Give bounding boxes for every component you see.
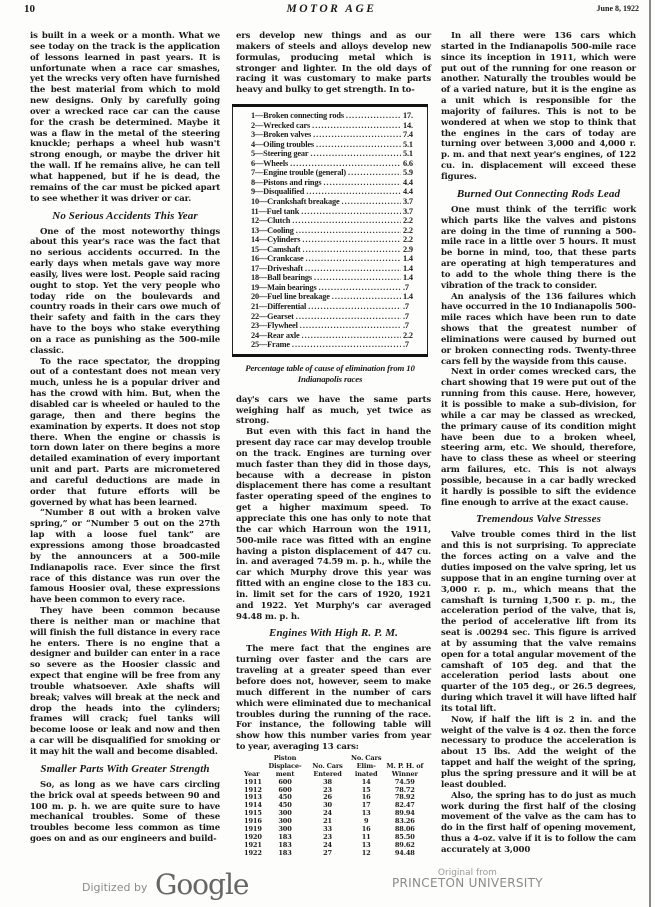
dot-leader (310, 149, 401, 159)
table-row (251, 264, 423, 274)
col-header-cars-entered: No. Cars Entered (312, 761, 343, 778)
year-cell: 1911 (244, 777, 262, 786)
dot-leader (292, 340, 401, 350)
cars-entered-cell: 21 (323, 817, 332, 826)
year-cell: 1922 (244, 848, 262, 857)
mph-cell: 78.72 (394, 785, 415, 794)
table-row (251, 121, 423, 131)
cars-eliminated-cell: 15 (361, 785, 371, 794)
cause-label: 3—Broken valves (251, 130, 312, 140)
page-number: 10 (24, 3, 35, 15)
cause-label: 13—Cooling (251, 225, 294, 235)
table-row (251, 283, 423, 293)
displacement-cell: 183 (278, 840, 292, 849)
cause-label: 25—Frame (251, 340, 290, 350)
table-row (251, 130, 423, 140)
percentage-value: 6.6 (403, 158, 413, 168)
original-from-watermark (392, 868, 543, 888)
cause-label: 11—Fuel tank (251, 206, 300, 216)
year-cell: 1919 (244, 825, 262, 834)
percentage-value: 5.1 (403, 149, 413, 159)
cause-label: 8—Pistons and rings (251, 177, 322, 187)
paragraph: In all there were 136 cars which started in the Indianapolis 500-mile race since its inception in 1911, which were put out of the running for one reason or another. Naturally the troubles would be of a varied nature, but it is the engine as a unit which is responsible for the majority of failures. This is not to be wondered at when we stop to think that the engines in the cars of today are turning over between 3,000 and 4,000 r. p. m. and that next year's engines, of 122 cu. in. displacement will exceed these figures. (441, 31, 636, 182)
displacement-cell: 600 (278, 777, 292, 786)
paragraph: One must think of the terrific work which parts like the valves and pistons are doing in the time of running a 500-mile race in a little over 5 hours. It must be borne in mind, too, that these parts are operating at high temperatures and to add to the whole thing there is the vibration of the track to consider. (441, 204, 636, 291)
cause-label: 20—Fuel line breakage (251, 292, 330, 302)
year-cell: 1913 (244, 793, 262, 802)
percentage-value: .7 (403, 302, 409, 311)
mph-cell: 74.59 (394, 777, 415, 786)
cause-label: 6—Wheels (251, 158, 289, 168)
cars-entered-cell: 38 (323, 777, 332, 786)
percentage-value: .7 (403, 340, 409, 350)
cause-label: 15—Camshaft (251, 244, 301, 254)
col-header-year: Year (244, 769, 260, 778)
paragraph: Also, the spring has to do just as much work during the first half of the closing movement of the valve as the cam has to do in the first half of opening movement, thus a 4-oz. valve if it is to follow the cam accurately at 3,000 (441, 790, 636, 855)
paragraph: The mere fact that the engines are turning over faster and the cars are traveling at a greater speed than ever before does not, however, seem to make much different in the number of cars which were eliminated due to mechanical troubles during the running of the race. For instance, the following table will show how this number varies from year to year, averaging 13 cars: (236, 644, 431, 753)
percentage-value: 4.4 (403, 177, 413, 187)
dot-leader (303, 245, 401, 255)
dot-leader (319, 283, 401, 293)
percentage-value: 2.2 (403, 216, 413, 226)
percentage-value: 5.9 (403, 168, 413, 178)
paragraph: An analysis of the 136 failures which have occurred in the 10 Indianapolis 500-mile races which have been run to date shows that the greatest number of eliminations were caused by burned out or broken connecting rods. Twenty-three cars fell by the wayside from this cause. (441, 291, 636, 367)
cause-label: 2—Wrecked cars (251, 120, 311, 130)
cars-eliminated-cell: 16 (361, 825, 371, 834)
cause-label: 4—Oiling troubles (251, 139, 314, 149)
col-header-cars-eliminated: No. Cars Elim-inated (350, 753, 382, 778)
cars-eliminated-cell: 16 (361, 793, 371, 802)
table-row (251, 149, 423, 159)
mph-cell: 85.50 (394, 832, 415, 841)
percentage-value: 1.4 (403, 292, 413, 302)
subheading-no-serious-accidents: No Serious Accidents This Year (52, 209, 198, 222)
original-from-text: Original from (437, 868, 497, 878)
cause-label: 24—Rear axle (251, 330, 300, 340)
subheading-engines-high-rpm: Engines With High R. P. M. (269, 627, 398, 640)
cause-label: 16—Crankcase (251, 254, 304, 264)
table-row (251, 235, 423, 245)
table-row (251, 187, 423, 197)
table-row (251, 111, 423, 121)
paragraph: Next in order comes wrecked cars, the chart showing that 19 were put out of the running from this cause. Here, however, it is possible to make a sub-division, for while a car may be classed as wrecked, the primary cause of its condition might have been due to a broken wheel, steering arm, etc. We should, therefore, have to class these as wheel or steering arm failures, etc. This is not always possible, because in a car badly wrecked it hardly is possible to sift the evidence fine enough to arrive at the exact cause. (441, 367, 636, 508)
percentage-value: 17. (403, 111, 413, 121)
cars-entered-cell: 24 (323, 840, 332, 849)
paragraph: ers develop new things and as our makers of steels and alloys develop new formulas, producing metal which is stronger and lighter. In the old days of racing it was customary to make parts heavy and bulky to get strength. In to- (236, 31, 431, 96)
mph-cell: 83.26 (394, 817, 415, 826)
google-logo-text: Google (154, 868, 249, 901)
table-row (251, 331, 423, 341)
percentage-value: 3.7 (403, 206, 413, 216)
percentage-value: 3.7 (403, 196, 413, 206)
table-row (251, 273, 423, 283)
cars-eliminated-cell: 13 (361, 809, 371, 818)
cause-label: 18—Ball bearings (251, 273, 312, 283)
displacement-cell: 183 (278, 848, 292, 857)
percentage-value: 14. (403, 120, 413, 130)
percentage-value: 1.4 (403, 254, 413, 264)
table-body (232, 107, 428, 354)
cause-label: 19—Main bearings (251, 282, 317, 292)
cause-label: 1—Broken connecting rods (251, 111, 344, 121)
mph-cell: 89.94 (394, 809, 415, 818)
table-row (251, 245, 423, 255)
percentage-value: 5.1 (403, 139, 413, 149)
paragraph: To the race spectator, the dropping out of a contestant does not mean very much, unless he is a popular driver and has the crowd with him. But, when the disabled car is wheeled or hauled to the garage, then and there begins the examination by experts. It does not stop there. When the engine or chassis is torn down later on there begins a more detailed examination of every important unit and part. Parts are micrometered and careful deductions are made in order that future efforts will be governed by what has been learned. (30, 356, 220, 508)
percentage-value: 2.2 (403, 235, 413, 245)
cars-entered-cell: 26 (323, 793, 332, 802)
table-row (251, 321, 423, 331)
cars-entered-cell: 27 (323, 848, 332, 857)
cars-eliminated-cell: 14 (361, 777, 371, 786)
table-caption: Percentage table of cause of elimination from 10 Indianapolis races (245, 362, 415, 384)
dot-leader (323, 178, 401, 188)
dot-leader (312, 121, 401, 131)
dot-leader (332, 292, 401, 302)
percentage-value: .7 (403, 321, 409, 331)
cars-entered-cell: 30 (323, 801, 332, 810)
paragraph: They have been common because there is neither man or machine that will finish the full distance in every race he enters. There is no engine that a designer and builder can enter in a race so severe as the Hoosier classic and expect that engine will be free from any trouble whatsoever. Axle shafts will break; valves will break at the neck and drop the heads into the cylinders; frames will crack; fuel tanks will become loose or leak and now and then a car will be disqualified for smoking or it may hit the wall and become disabled. (30, 606, 220, 757)
table-row (251, 302, 423, 312)
displacement-cell: 300 (278, 825, 292, 834)
table-row (236, 850, 424, 858)
percentage-value: 1.4 (403, 273, 413, 283)
paragraph: is built in a week or a month. What we see today on the track is the application of lessons learned in past years. It is unfortunate when a race car smashes, yet the wrecks very often have furnished the best material from which to mold new designs. Only by carefully going over a wrecked race car can the cause for the crash be determined. Maybe it was a flaw in the metal of the steering knuckle; perhaps a wheel hub wasn't strong enough, or maybe the driver hit the wall. If he remains alive, he can tell what happened, but if he is dead, the remains of the car must be picked apart to see whether it was driver or car. (30, 31, 220, 204)
paragraph: day's cars we have the same parts weighing half as much, yet twice as strong. (236, 394, 431, 427)
digitized-by-google-watermark (82, 868, 248, 901)
page-edge-line (649, 0, 651, 907)
dot-leader (313, 130, 401, 140)
cause-label: 12—Clutch (251, 216, 291, 226)
cause-label: 5—Steering gear (251, 149, 309, 159)
cause-label: 14—Cylinders (251, 235, 301, 245)
percentage-value: 2.9 (403, 244, 413, 254)
mph-cell: 94.48 (394, 848, 415, 857)
year-cell: 1914 (244, 801, 262, 810)
column-3 (441, 31, 636, 856)
dot-leader (301, 207, 401, 217)
column-2 (236, 31, 431, 858)
cars-eliminated-cell: 11 (361, 832, 371, 841)
column-1 (30, 31, 220, 845)
publication-title: MOTOR AGE (286, 3, 377, 15)
year-cell: 1921 (244, 840, 262, 849)
table-row (251, 168, 423, 178)
table-row (251, 216, 423, 226)
dot-leader (296, 226, 401, 236)
percentage-value: 7.4 (403, 130, 413, 140)
table-row (251, 140, 423, 150)
cars-entered-cell: 33 (323, 825, 332, 834)
mph-cell: 78.92 (394, 793, 415, 802)
yearly-race-table (236, 755, 424, 858)
percentage-value: 2.2 (403, 330, 413, 340)
table-row (251, 226, 423, 236)
year-cell: 1916 (244, 817, 262, 826)
displacement-cell: 450 (278, 793, 292, 802)
table-row (251, 197, 423, 207)
table-bottom-rule (232, 354, 428, 357)
dot-leader (290, 159, 401, 169)
col-header-displacement: Piston Displace-ment (268, 753, 302, 778)
table-row (251, 159, 423, 169)
paragraph: “Number 8 out with a broken valve spring,” or “Number 5 out on the 27th lap with a loose fuel tank” are expressions among those broadcasted by the announcers at a 500-mile Indianapolis race. Ever since the first race of this distance was run over the famous Hoosier oval, these expressions have been common to every race. (30, 508, 220, 606)
cause-label: 17—Driveshaft (251, 263, 303, 273)
cause-label: 23—Flywheel (251, 321, 298, 331)
mph-cell: 82.47 (394, 801, 415, 810)
displacement-cell: 600 (278, 785, 292, 794)
year-cell: 1912 (244, 785, 262, 794)
displacement-cell: 183 (278, 832, 292, 841)
year-cell: 1915 (244, 809, 262, 818)
cars-eliminated-cell: 9 (363, 817, 369, 826)
percentage-value: .7 (403, 311, 409, 321)
cause-label: 21—Differential (251, 302, 307, 311)
dot-leader (348, 168, 401, 178)
dot-leader (316, 140, 401, 150)
table-row (251, 312, 423, 322)
running-header (24, 3, 639, 19)
dot-leader (306, 254, 401, 264)
cars-eliminated-cell: 12 (361, 848, 371, 857)
university-text: PRINCETON UNIVERSITY (392, 876, 543, 890)
table-header-row (236, 755, 424, 779)
table-row (251, 207, 423, 217)
paragraph: One of the most noteworthy things about this year's race was the fact that no serious accidents occurred. In the early days when metals gave way more easily, lives were lost. People said racing ought to stop. Yet the very people who today ride on the boulevards and country roads in their cars owe much of their safety and faith in the cars they have to the boys who stake everything on a race as punishing as the 500-mile classic. (30, 226, 220, 356)
dot-leader (292, 216, 401, 226)
issue-date: June 8, 1922 (596, 4, 639, 13)
mph-cell: 89.62 (394, 840, 415, 849)
mph-cell: 88.06 (394, 825, 415, 834)
paragraph: Valve trouble comes third in the list and this is not surprising. To appreciate the forces acting on a valve and the duties imposed on the valve spring, let us suppose that in an engine turning over at 3,000 r. p. m., which means that the camshaft is turning 1,500 r. p. m., the acceleration period of the valve, that is, the period of accelerative lift from its seat is .00294 sec. This figure is arrived at by assuming that the valve remains open for a total angular movement of the camshaft of 105 deg. and that the acceleration period lasts about one quarter of the 105 deg., or 26.5 degrees, during which travel it will have lifted half its total lift. (441, 530, 636, 714)
percentage-value: .7 (403, 282, 409, 292)
cars-eliminated-cell: 17 (361, 801, 371, 810)
cars-entered-cell: 24 (323, 809, 332, 818)
cause-label: 22—Gearset (251, 311, 294, 321)
subheading-burned-out-rods: Burned Out Connecting Rods Lead (456, 187, 621, 200)
cause-label: 9—Disqualified (251, 187, 305, 197)
displacement-cell: 300 (278, 817, 292, 826)
subheading-valve-stresses: Tremendous Valve Stresses (476, 513, 601, 526)
elimination-percentage-table (232, 104, 428, 385)
cars-eliminated-cell: 13 (361, 840, 371, 849)
dot-leader (306, 187, 401, 197)
year-cell: 1920 (244, 832, 262, 841)
paragraph: So, as long as we have cars circling the brick oval at speeds between 90 and 100 m. p. h. we are quite sure to have mechanical troubles. Some of these troubles become less common as time goes on and as our engineers and build- (30, 779, 220, 845)
percentage-value: 1.4 (403, 263, 413, 273)
dot-leader (302, 235, 401, 245)
dot-leader (302, 331, 401, 341)
dot-leader (300, 321, 401, 331)
table-row (251, 178, 423, 188)
col-header-mph-winner: M. P. H. of Winner (386, 761, 424, 778)
percentage-value: 4.4 (403, 187, 413, 197)
subheading-smaller-parts: Smaller Parts With Greater Strength (40, 762, 210, 775)
dot-leader (346, 111, 401, 121)
paragraph: But even with this fact in hand the present day race car may develop trouble on the track. Engines are turning over much faster than they did in those days, because with a decrease in piston displacement there has come a resultant faster operating speed of the engines to get a higher maximum speed. To appreciate this one has only to note that the car which Harroun won the 1911, 500-mile race was fitted with an engine having a piston displacement of 447 cu. in. and averaged 74.59 m. p. h., while the car which Murphy drove this year was fitted with an engine close to the 183 cu. in. limit set for the cars of 1920, 1921 and 1922. Yet Murphy's car averaged 94.48 m. p. h. (236, 427, 431, 622)
dot-leader (296, 312, 401, 322)
cars-entered-cell: 23 (323, 785, 332, 794)
displacement-cell: 300 (278, 809, 292, 818)
paragraph: Now, if half the lift is 2 in. and the weight of the valve is 4 oz. then the force necessary to produce the acceleration is about 15 lbs. Add the weight of the tappet and half the weight of the spring, plus the spring pressure and it will be at least doubled. (441, 714, 636, 790)
dot-leader (342, 197, 401, 207)
percentage-value: 2.2 (403, 225, 413, 235)
dot-leader (308, 302, 401, 312)
dot-leader (305, 264, 401, 274)
cars-entered-cell: 23 (323, 832, 332, 841)
digitized-by-text: Digitized by (82, 881, 148, 894)
table-row (251, 254, 423, 264)
cause-label: 7—Engine trouble (general) (251, 168, 347, 178)
dot-leader (314, 273, 401, 283)
table-row (251, 292, 423, 302)
displacement-cell: 450 (278, 801, 292, 810)
table-row (251, 340, 423, 350)
cause-label: 10—Crankshaft breakage (251, 196, 340, 206)
